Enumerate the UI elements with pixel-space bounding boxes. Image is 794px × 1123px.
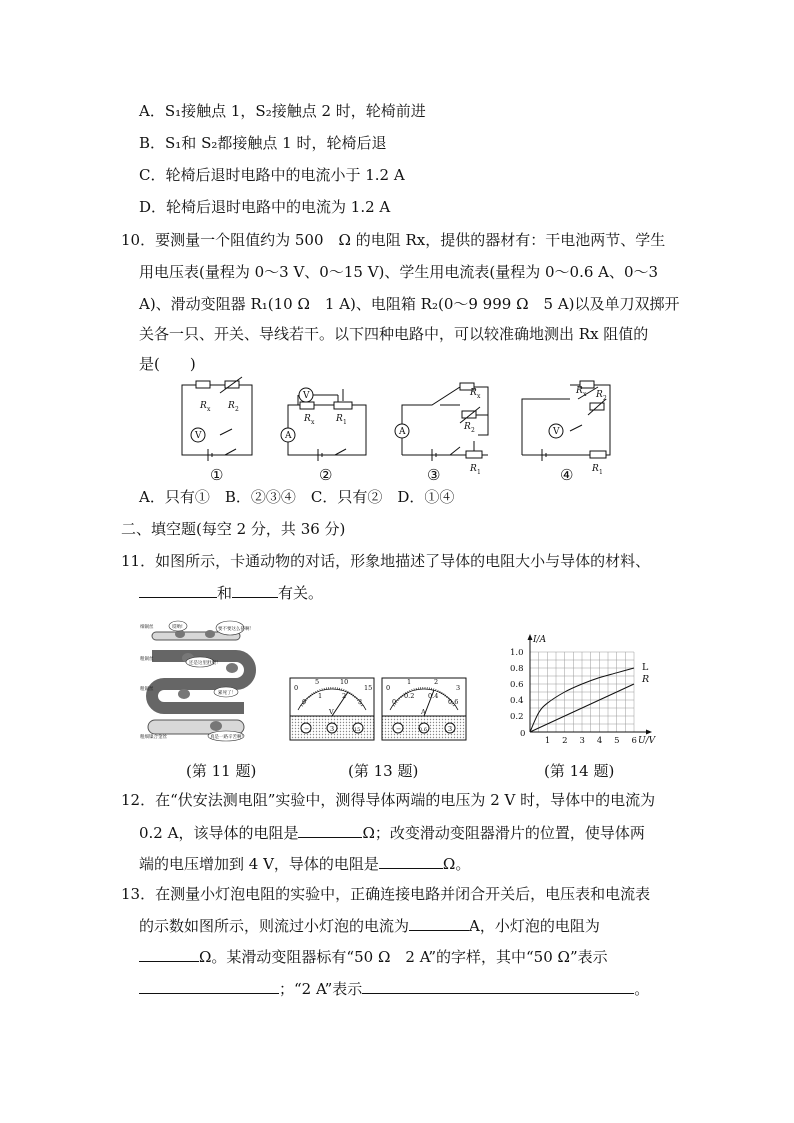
q10-line4: 关各一只、开关、导线若干。以下四种电路中，可以较准确地测出 Rx 阻值的	[139, 325, 649, 343]
svg-text:x: x	[311, 419, 315, 426]
q9-option-d: D．轮椅后退时电路中的电流为 1.2 A	[139, 198, 391, 216]
y-axis-arrow	[528, 634, 533, 640]
svg-text:R: R	[464, 422, 471, 432]
svg-text:R: R	[304, 414, 311, 424]
am-bot-1: 0.2	[404, 692, 415, 700]
svg-text:R: R	[576, 386, 583, 396]
fig11-bubble-5: 真是一路辛苦啊！	[210, 735, 246, 740]
svg-text:x: x	[477, 393, 481, 400]
am-term-1: 0.6	[419, 727, 427, 733]
x-axis-label: U/V	[638, 736, 656, 746]
q11-end: 有关。	[278, 584, 324, 602]
svg-text:R: R	[228, 401, 235, 411]
svg-text:1: 1	[343, 419, 347, 426]
circuit-1	[182, 377, 252, 461]
svg-text:R: R	[200, 401, 207, 411]
svg-text:2: 2	[603, 395, 607, 402]
q13-blank-2[interactable]	[139, 945, 199, 962]
svg-text:A: A	[399, 427, 406, 437]
x-tick-label: 4	[596, 736, 603, 746]
q10-circuits	[170, 375, 620, 485]
q13-line4b: 。	[634, 980, 650, 998]
q13-blank-3[interactable]	[139, 977, 279, 994]
vm-term-2: 15	[354, 727, 361, 733]
q13-blank-4[interactable]	[362, 977, 634, 994]
q12-line2	[139, 821, 645, 844]
am-top-1: 1	[407, 678, 412, 686]
figure11	[140, 620, 260, 745]
q12-line3	[139, 852, 470, 875]
svg-text:1: 1	[599, 469, 603, 476]
am-term-2: 3	[448, 725, 453, 733]
svg-text:R: R	[470, 464, 477, 474]
figure13-caption: (第 13 题)	[348, 762, 419, 780]
vm-term-0: −	[304, 725, 310, 733]
x-tick-label: 5	[614, 736, 620, 746]
fig11-bubble-2: 要不要这么挤啊！	[218, 627, 254, 632]
x-tick-label: 2	[562, 736, 568, 746]
am-bot-0: 0	[392, 698, 397, 706]
fig11-label-3: 粗铜丝	[140, 687, 154, 692]
svg-text:V: V	[553, 427, 560, 437]
am-top-2: 2	[434, 678, 439, 686]
q13-line3	[139, 945, 608, 968]
vm-term-1: 3	[330, 725, 335, 733]
fig11-bubble-4: 累死了！	[218, 691, 236, 696]
q12-blank-1[interactable]	[298, 821, 362, 838]
figure14-chart	[500, 620, 660, 750]
svg-text:V: V	[195, 431, 202, 441]
circuit-label-2: ②	[319, 466, 333, 484]
vm-bot-1: 1	[318, 692, 323, 700]
q11-blank-2[interactable]	[232, 581, 278, 598]
svg-text:x: x	[207, 406, 211, 413]
q13-blank-1[interactable]	[409, 914, 469, 931]
svg-text:R: R	[596, 390, 603, 400]
circuit-2	[281, 388, 366, 461]
q12-line2a: 0.2 A，该导体的电阻是	[139, 824, 299, 842]
x-tick-label: 3	[579, 736, 585, 746]
fig11-label-4: 粗细镍合金丝	[140, 735, 167, 740]
fig11-label-1: 细铜丝	[140, 625, 154, 630]
q11-and: 和	[217, 584, 233, 602]
svg-text:A: A	[285, 431, 292, 441]
figure14-caption: (第 14 题)	[544, 762, 615, 780]
q13-line2a: 的示数如图所示，则流过小灯泡的电流为	[139, 917, 410, 935]
q13-line3a: Ω。某滑动变阻器标有“50 Ω 2 A”的字样，其中“50 Ω”表示	[199, 948, 608, 966]
svg-text:R: R	[470, 388, 477, 398]
fig11-bubble-1: 哎哟!	[172, 625, 183, 630]
y-tick-label: 0.8	[510, 664, 524, 674]
am-bot-2: 0.4	[428, 692, 439, 700]
series-label-L: L	[642, 662, 649, 673]
q11-line2	[139, 581, 323, 604]
q11-blank-1[interactable]	[139, 581, 217, 598]
svg-text:R: R	[592, 464, 599, 474]
q13-line4a: ；“2 A”表示	[279, 980, 363, 998]
svg-text:x: x	[583, 391, 587, 398]
fig11-bubble-3: 还是这里舒服！	[189, 661, 221, 666]
y-axis-label: I/A	[533, 635, 547, 645]
x-tick-label: 1	[544, 736, 551, 746]
y-tick-label: 0.4	[510, 696, 524, 706]
q10-options: A．只有① B．②③④ C．只有② D．①④	[139, 488, 455, 506]
vm-top-0: 0	[294, 684, 299, 692]
vm-top-1: 5	[315, 678, 320, 686]
am-top-0: 0	[386, 684, 391, 692]
q12-line1: 12．在“伏安法测电阻”实验中，测得导体两端的电压为 2 V 时，导体中的电流为	[121, 791, 656, 809]
y-tick-label: 0.6	[510, 680, 524, 690]
circuit-label-1: ①	[210, 466, 224, 484]
q12-line3a: 端的电压增加到 4 V，导体的电阻是	[139, 855, 379, 873]
q9-option-c: C．轮椅后退时电路中的电流小于 1.2 A	[139, 166, 405, 184]
q9-option-a: A．S₁接触点 1，S₂接触点 2 时，轮椅前进	[139, 102, 426, 120]
svg-text:V: V	[303, 391, 310, 401]
q10-line3: A)、滑动变阻器 R₁(10 Ω 1 A)、电阻箱 R₂(0～9 999 Ω 5 A)以及单刀双掷开	[139, 295, 680, 313]
am-term-0: −	[396, 725, 402, 733]
svg-text:R: R	[336, 414, 343, 424]
y-tick-label: 0.2	[510, 712, 524, 722]
q13-line2	[139, 914, 600, 937]
q9-option-b: B．S₁和 S₂都接触点 1 时，轮椅后退	[139, 134, 387, 152]
x-axis-arrow	[646, 730, 652, 735]
x-tick-label: 6	[631, 736, 637, 746]
vm-bot-0: 0	[302, 698, 307, 706]
fig11-label-2: 粗铜丝	[140, 657, 154, 662]
circuit-label-4: ④	[560, 466, 574, 484]
q12-line3b: Ω。	[442, 855, 471, 873]
q10-line5: 是( )	[139, 355, 196, 373]
q13-line4	[139, 977, 649, 1000]
am-symbol: A	[421, 708, 426, 716]
vm-bot-3: 3	[358, 698, 363, 706]
svg-text:2: 2	[235, 406, 239, 413]
q12-blank-2[interactable]	[379, 852, 443, 869]
vm-top-2: 10	[340, 678, 349, 686]
vm-symbol: V	[329, 708, 334, 716]
q12-line2b: Ω；改变滑动变阻器滑片的位置，使导体两	[362, 824, 645, 842]
am-bot-3: 0.6	[448, 698, 459, 706]
circuit-label-3: ③	[427, 466, 441, 484]
am-top-3: 3	[456, 684, 461, 692]
q10-line2: 用电压表(量程为 0～3 V、0～15 V)、学生用电流表(量程为 0～0.6 A、0～3	[139, 263, 659, 281]
figure11-caption: (第 11 题)	[186, 762, 257, 780]
q13-line1: 13．在测量小灯泡电阻的实验中，正确连接电路并闭合开关后，电压表和电流表	[121, 885, 651, 903]
series-label-R: R	[642, 674, 650, 685]
y-tick-label: 1.0	[510, 648, 524, 658]
svg-text:1: 1	[477, 469, 481, 476]
q11-line1: 11．如图所示，卡通动物的对话，形象地描述了导体的电阻大小与导体的材料、	[121, 552, 651, 570]
vm-bot-2: 2	[342, 692, 347, 700]
vm-top-3: 15	[364, 684, 373, 692]
figure13	[288, 676, 468, 742]
origin-label: 0	[520, 729, 526, 739]
q13-line2b: A，小灯泡的电阻为	[469, 917, 600, 935]
section2-title: 二、填空题(每空 2 分，共 36 分)	[121, 520, 346, 538]
q10-line1: 10．要测量一个阻值约为 500 Ω 的电阻 Rx，提供的器材有：干电池两节、学生	[121, 231, 666, 249]
svg-text:2: 2	[471, 427, 475, 434]
